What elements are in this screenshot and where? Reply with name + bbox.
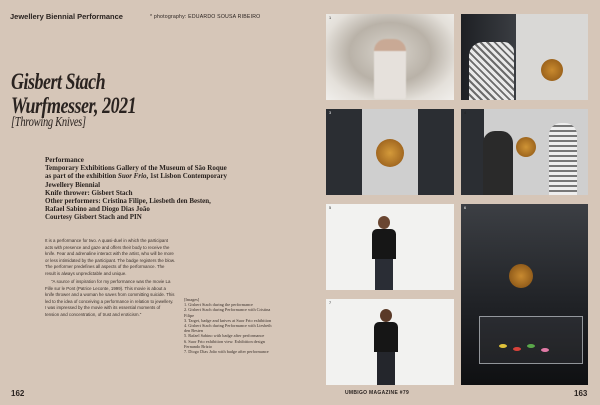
info-block [45,156,250,222]
caption: 1. Gisbert Stach during the performance [184,302,253,308]
photo-two-performers [461,109,588,195]
page-number-left: 162 [11,389,25,398]
head-shape [378,216,390,229]
photo-number: 2 [464,16,467,20]
info-line: Courtesy Gisbert Stach and PIN [45,213,142,222]
article-title [11,70,159,118]
badge [527,344,535,348]
caption: 4. Gisbert Stach during Performance with Liesbeth den Besten [184,323,272,334]
shirt-shape [374,322,398,352]
photo-rafael-sabino [326,204,454,290]
photo-exhibition-view [461,204,588,385]
photo-number: 7 [329,301,332,305]
info-line: Temporary Exhibitions Gallery of the Museum of São Roque [45,164,227,173]
caption: 6. Suor Frio exhibition view. Exhibition design Fernando Brízio [184,338,265,349]
info-line: Knife thrower: Gisbert Stach [45,188,133,197]
trousers-shape [377,352,395,385]
section-title: Jewellery Biennial Performance [10,12,123,21]
target-disc [509,264,533,288]
caption: 7. Diogo Dias João with badge after performance [184,349,269,355]
paragraph: "A source of inspiration for my performance was the movie La Fille sur le Pont (Patrice Leconte, 1999). This movie is about a knife thrower and a woman he saves from committing suicide. This led to the idea of conceiving a performance in relation to jewellery. I was impressed by the movie with its essential moments of tension and concentration, of trust and eroticism." [45,279,175,317]
photo-performer-target [461,14,588,100]
info-line: Rafael Sabino and Diogo Dias João [45,205,150,214]
target-disc [541,59,563,81]
badge [499,344,507,348]
caption: 3. Target, badge and knives at Suor Frio exhibition [184,317,272,323]
article-subtitle: [Throwing Knives] [11,114,86,129]
badge [541,348,549,352]
photo-target-wall [326,109,454,195]
paragraph: It is a performance for two. A quasi-duel in which the participant acts with presence and gaze and offers their body to receive the knife. Fear and adrenaline interact with the artist, who will be more or less intimidated by the participant. The badge registers the blow. The performer predefines all aspects of the performance. The result is always unpredictable and unique. [45,238,176,276]
photo-performer-blurred [326,14,454,100]
page-number-right: 163 [574,389,588,398]
target-disc [376,139,404,167]
photo-number: 1 [329,16,332,20]
figure-shape [483,131,513,195]
body-text [45,238,175,320]
shirt-shape [372,229,396,259]
badge [513,347,521,351]
caption: 2. Gisbert Stach during Performance with Cristina Filipe [184,307,271,318]
caption: 5. Rafael Sabino with badge after performance [184,333,265,339]
info-line: Performance [45,156,84,164]
photo-number: 4 [464,111,467,115]
title-line-2: Wurfmesser, 2021 [11,93,137,118]
head-shape [380,309,392,322]
photo-diogo-dias-joao [326,299,454,385]
info-line: as part of the exhibition Suor Frio, 1st Lisbon Contemporary [45,172,228,181]
magazine-name: UMBIGO MAGAZINE #79 [345,390,410,396]
info-line: Other performers: Cristina Filipe, Liesbeth den Besten, [45,197,211,206]
figure-shape [374,39,406,99]
target-disc [516,137,536,157]
vitrine [479,316,583,364]
figure-shape [469,42,514,100]
photo-number: 5 [329,206,332,210]
photo-number: 3 [329,111,332,115]
caption-heading: [Images] [184,297,200,302]
figure-shape [549,123,577,195]
image-captions [184,297,274,354]
photo-credit: * photography: EDUARDO SOUSA RIBEIRO [150,14,261,20]
trousers-shape [375,259,393,290]
photo-number: 6 [464,206,467,210]
title-line-1: Gisbert Stach [11,69,106,94]
info-line: Jewellery Biennial [45,180,101,189]
